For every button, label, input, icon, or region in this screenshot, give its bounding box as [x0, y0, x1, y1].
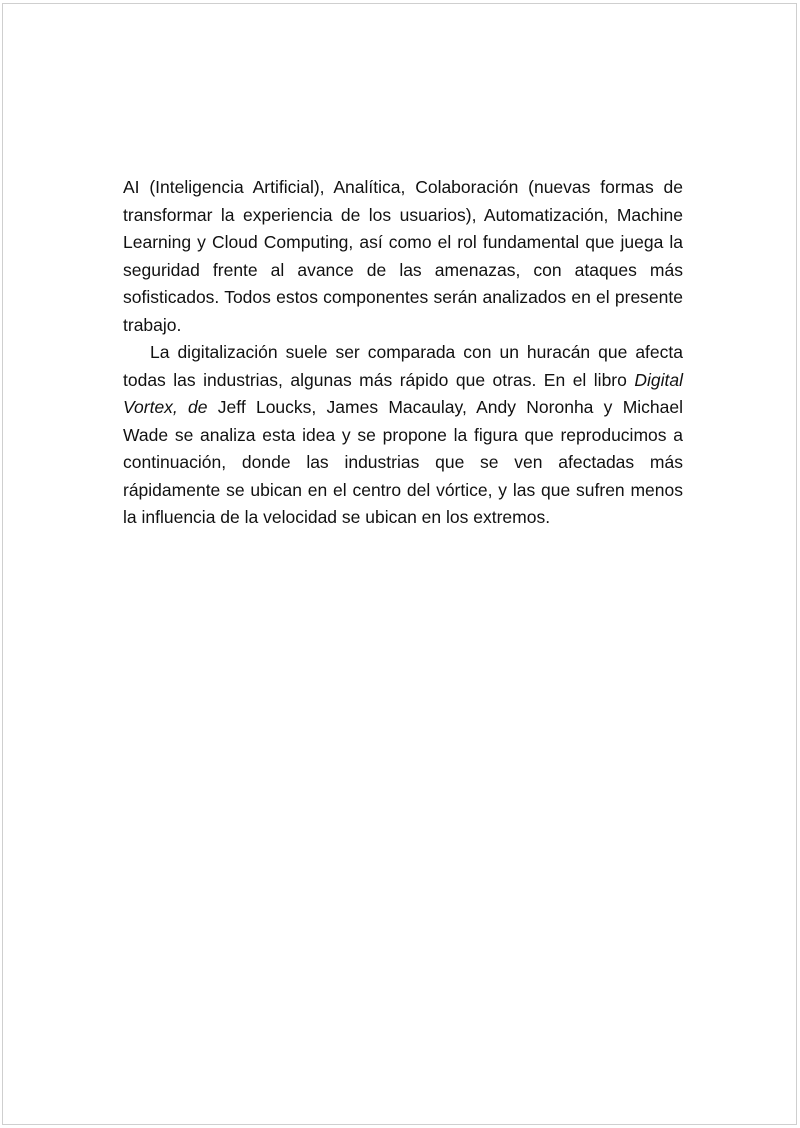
book-title-italic: Digital Vortex, de [123, 369, 683, 417]
paragraph-2 [123, 339, 683, 532]
paragraph-2-text-start: La digitalización suele ser comparada con un huracán que afecta todas las industrias, algunas más rápido que otras. En el libro [123, 342, 683, 390]
body-text [123, 174, 683, 532]
paragraph-1-text: AI (Inteligencia Artificial), Analítica, Colaboración (nuevas formas de transformar la experiencia de los usuarios), Automatización, Machine Learning y Cloud Computing, así como el rol fundamental que juega la seguridad frente al avance de las amenazas, con ataques más sofisticados. Todos estos componentes serán analizados en el presente trabajo. [123, 177, 683, 335]
document-page [2, 3, 797, 1125]
paragraph-2-text-end: Jeff Loucks, James Macaulay, Andy Noronha y Michael Wade se analiza esta idea y se propone la figura que reproducimos a continuación, donde las industrias que se ven afectadas más rápidamente se ubican en el centro del vórtice, y las que sufren menos la influencia de la velocidad se ubican en los extremos. [123, 397, 683, 527]
paragraph-1 [123, 174, 683, 339]
